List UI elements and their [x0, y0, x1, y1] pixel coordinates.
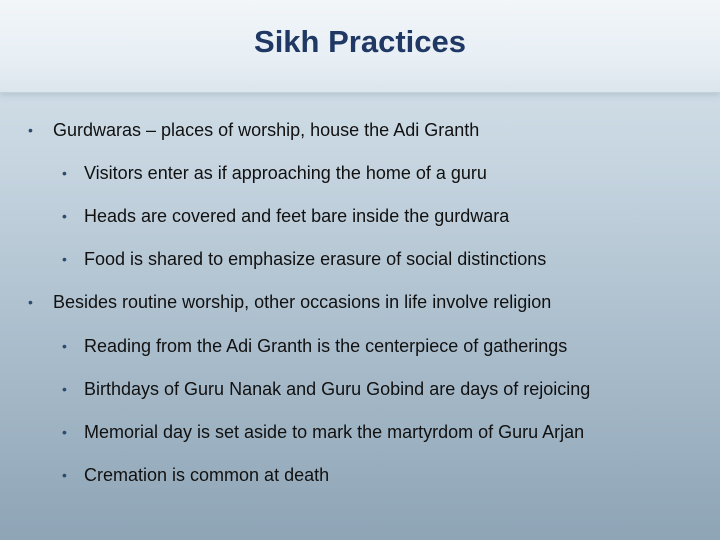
bullet-dot-icon: •	[62, 467, 67, 483]
slide-title: Sikh Practices	[254, 24, 466, 59]
bullet-item-level2	[62, 335, 568, 357]
bullet-text: Birthdays of Guru Nanak and Guru Gobind are days of rejoicing	[84, 379, 591, 399]
bullet-item-level2	[62, 162, 487, 184]
bullet-item-level2	[62, 378, 591, 400]
bullet-item-level2	[62, 421, 585, 443]
bullet-dot-icon: •	[62, 338, 67, 354]
bullet-item-level2	[62, 464, 330, 486]
bullet-text: Besides routine worship, other occasions in life involve religion	[53, 292, 552, 312]
bullet-text: Visitors enter as if approaching the home of a guru	[84, 163, 487, 183]
bullet-dot-icon: •	[28, 294, 33, 310]
bullet-item-level2	[62, 248, 547, 270]
bullet-dot-icon: •	[62, 251, 67, 267]
bullet-dot-icon: •	[62, 381, 67, 397]
bullet-text: Memorial day is set aside to mark the martyrdom of Guru Arjan	[84, 422, 585, 442]
bullet-item-level2	[62, 205, 510, 227]
bullet-text: Heads are covered and feet bare inside the gurdwara	[84, 206, 510, 226]
bullet-dot-icon: •	[62, 208, 67, 224]
bullet-dot-icon: •	[62, 165, 67, 181]
bullet-text: Reading from the Adi Granth is the centerpiece of gatherings	[84, 336, 568, 356]
bullet-text: Gurdwaras – places of worship, house the Adi Granth	[53, 120, 480, 140]
bullet-dot-icon: •	[62, 424, 67, 440]
bullet-item-level1	[28, 291, 552, 313]
bullet-dot-icon: •	[28, 122, 33, 138]
bullet-text: Cremation is common at death	[84, 465, 330, 485]
bullet-item-level1	[28, 119, 480, 141]
bullet-text: Food is shared to emphasize erasure of social distinctions	[84, 249, 547, 269]
